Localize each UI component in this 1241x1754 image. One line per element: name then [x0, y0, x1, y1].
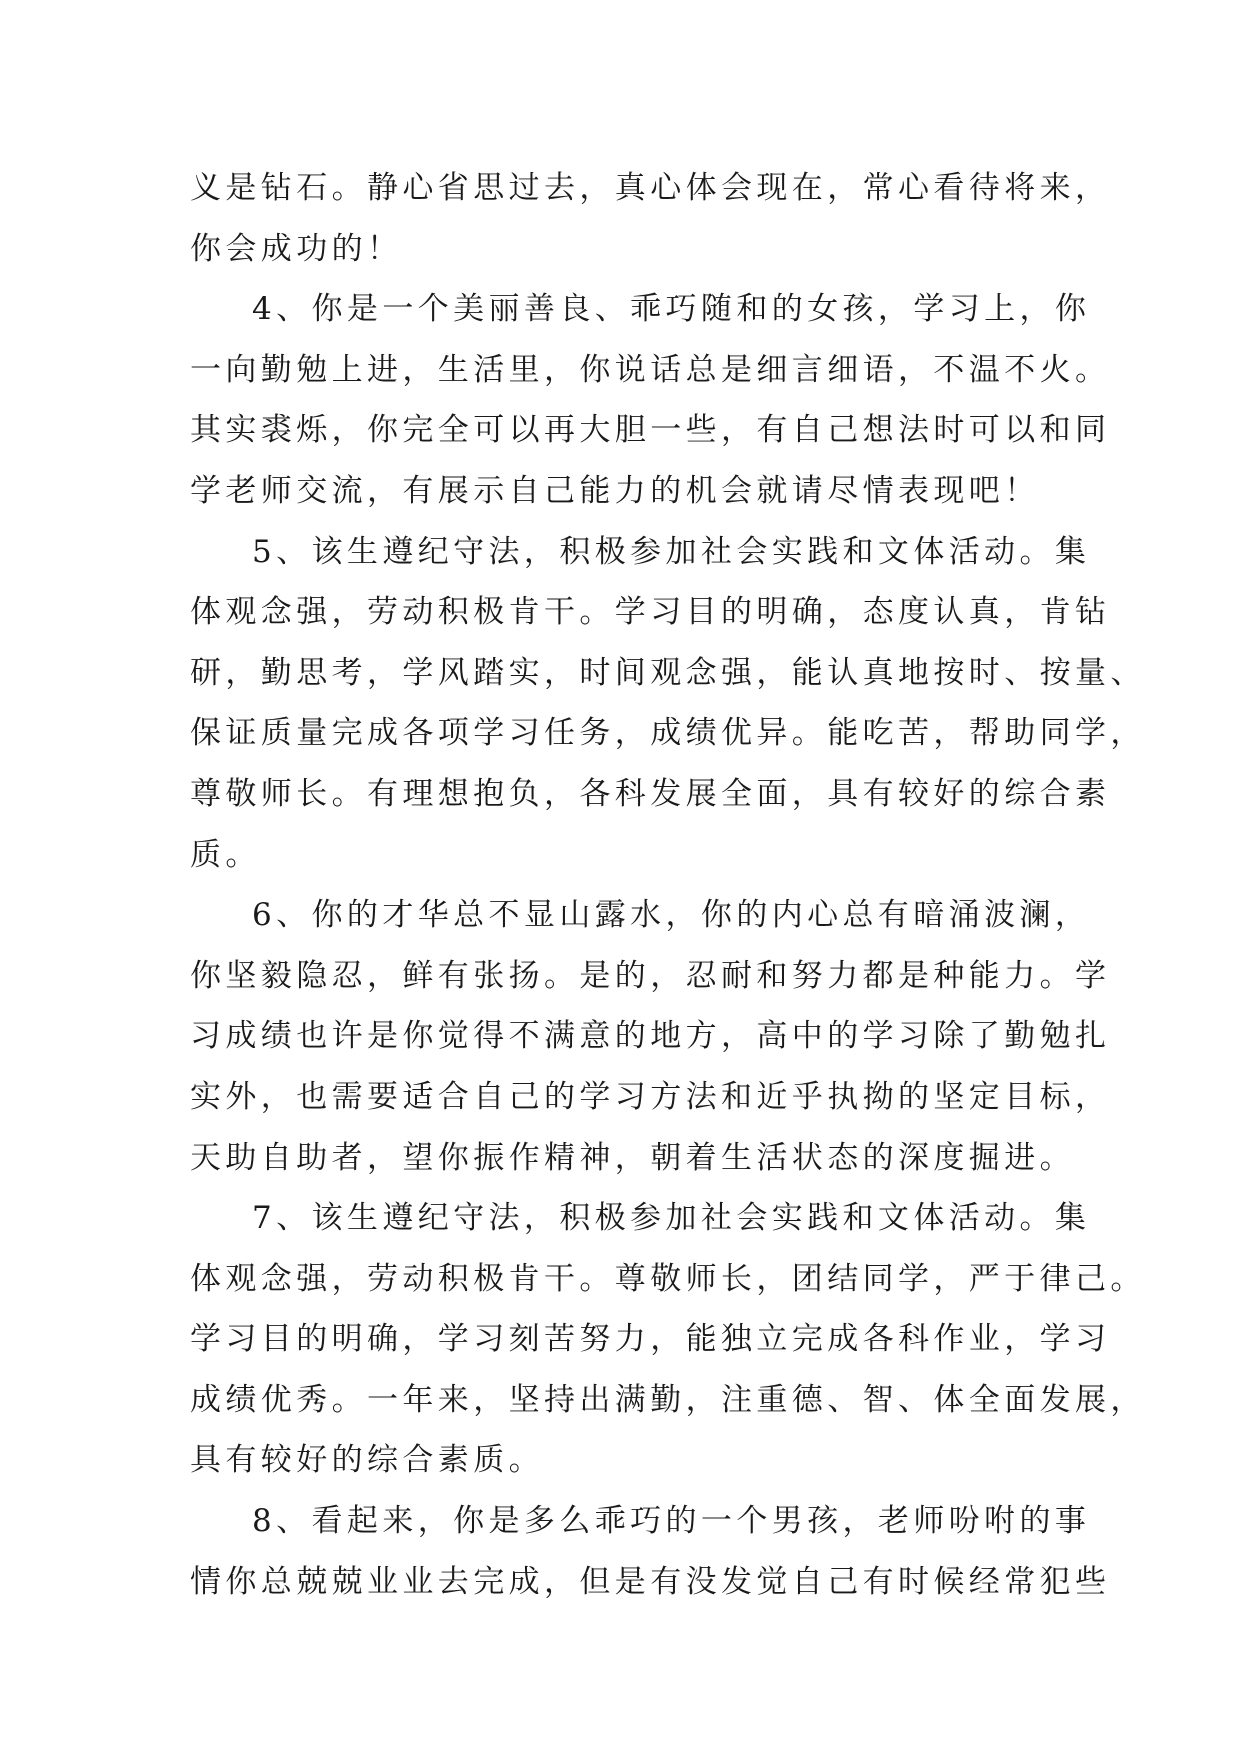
- text-line: 实外，也需要适合自己的学习方法和近乎执拗的坚定目标，: [190, 1078, 1111, 1115]
- paragraph-8: [190, 1491, 1111, 1612]
- paragraph-4: [190, 279, 1111, 521]
- text-line: 8、看起来，你是多么乖巧的一个男孩，老师吩咐的事: [252, 1503, 1091, 1540]
- text-line: 义是钻石。静心省思过去，真心体会现在，常心看待将来，: [190, 170, 1111, 206]
- paragraph-6: [190, 885, 1111, 1188]
- text-line: 具有较好的综合素质。: [190, 1442, 544, 1479]
- text-line: 质。: [190, 836, 261, 873]
- text-line: 研，勤思考，学风踏实，时间观念强，能认真地按时、按量、: [190, 654, 1146, 691]
- paragraph-7: [190, 1188, 1146, 1491]
- text-line: 情你总兢兢业业去完成，但是有没发觉自己有时候经常犯些: [190, 1563, 1111, 1600]
- text-line: 成绩优秀。一年来，坚持出满勤，注重德、智、体全面发展，: [190, 1381, 1146, 1418]
- text-line: 4、你是一个美丽善良、乖巧随和的女孩，学习上，你: [252, 291, 1091, 328]
- text-line: 体观念强，劳动积极肯干。尊敬师长，团结同学，严于律己。: [190, 1260, 1146, 1297]
- text-line: 天助自助者，望你振作精神，朝着生活状态的深度掘进。: [190, 1139, 1075, 1176]
- text-line: 尊敬师长。有理想抱负，各科发展全面，具有较好的综合素: [190, 775, 1111, 812]
- text-line: 你会成功的！: [190, 230, 403, 267]
- text-line: 其实裘烁，你完全可以再大胆一些，有自己想法时可以和同: [190, 412, 1111, 449]
- text-line: 你坚毅隐忍，鲜有张扬。是的，忍耐和努力都是种能力。学: [190, 957, 1111, 994]
- text-line: 体观念强，劳动积极肯干。学习目的明确，态度认真，肯钻: [190, 594, 1111, 631]
- text-line: 保证质量完成各项学习任务，成绩优异。能吃苦，帮助同学，: [190, 715, 1146, 752]
- document-body: [190, 158, 1146, 1612]
- text-line: 学习目的明确，学习刻苦努力，能独立完成各科作业，学习: [190, 1321, 1111, 1358]
- paragraph-5: [190, 522, 1146, 886]
- text-line: 7、该生遵纪守法，积极参加社会实践和文体活动。集: [252, 1200, 1091, 1237]
- text-line: 习成绩也许是你觉得不满意的地方，高中的学习除了勤勉扎: [190, 1018, 1111, 1055]
- text-line: 学老师交流，有展示自己能力的机会就请尽情表现吧！: [190, 472, 1040, 509]
- paragraph-continuation: [190, 158, 1111, 279]
- text-line: 5、该生遵纪守法，积极参加社会实践和文体活动。集: [252, 533, 1091, 570]
- text-line: 一向勤勉上进，生活里，你说话总是细言细语，不温不火。: [190, 351, 1111, 388]
- text-line: 6、你的才华总不显山露水，你的内心总有暗涌波澜，: [252, 897, 1091, 934]
